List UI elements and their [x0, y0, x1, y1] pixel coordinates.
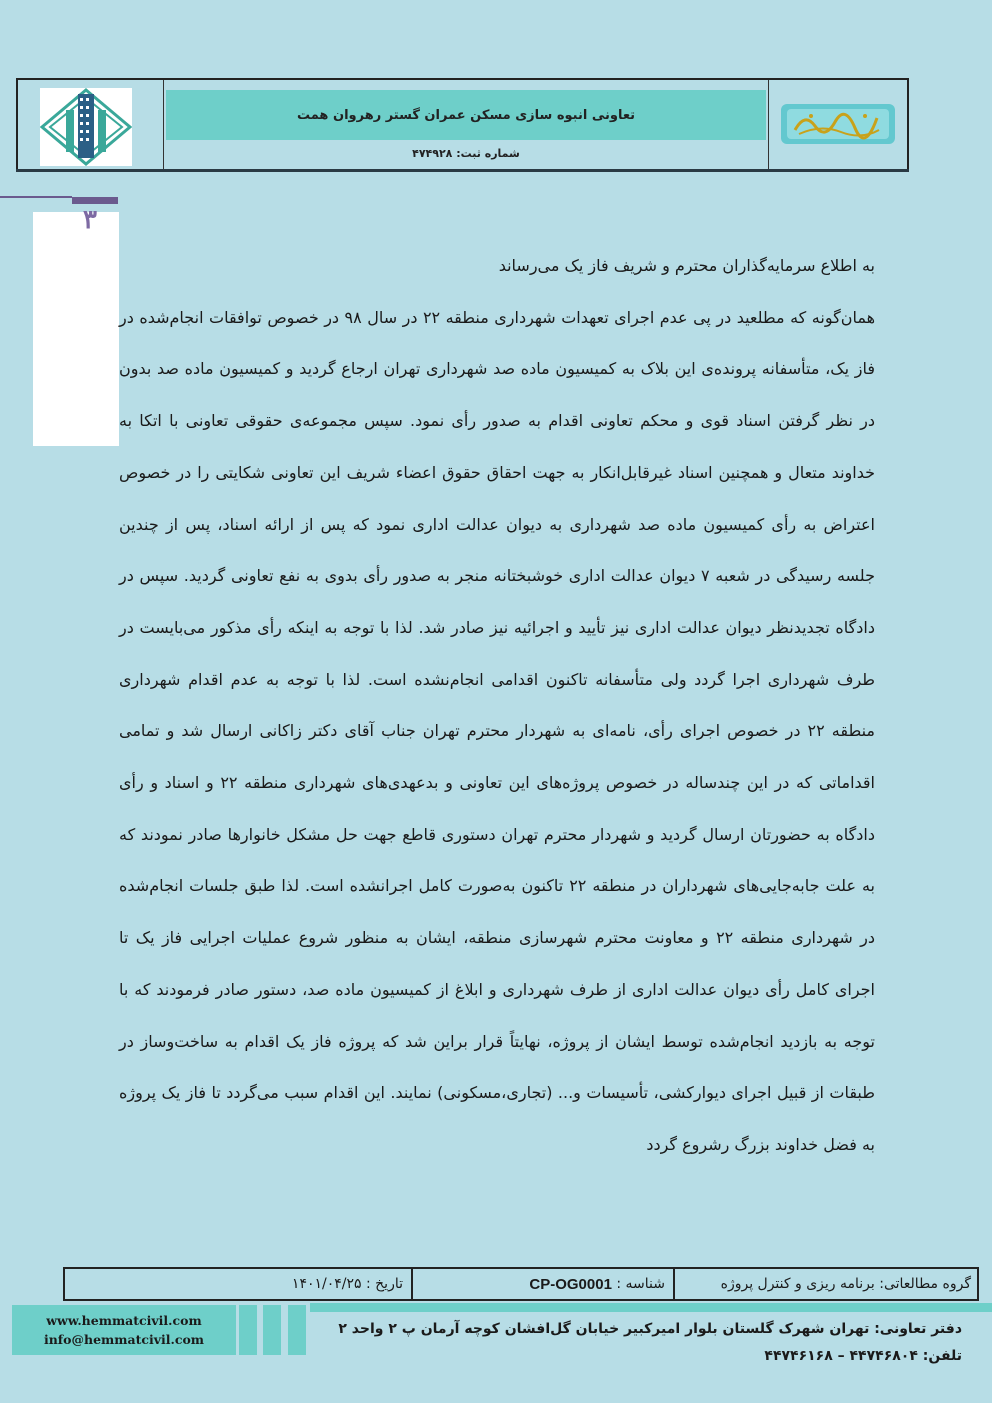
page-number: ۳: [83, 205, 97, 235]
footer-table: [63, 1267, 979, 1301]
document-date: تاریخ : ۱۴۰۱/۰۴/۲۵: [291, 1276, 403, 1292]
side-bar: [72, 197, 118, 204]
header-rule: [16, 169, 909, 172]
footer-stripe: [288, 1305, 306, 1355]
footer-stripe: [239, 1305, 257, 1355]
office-address: دفتر تعاونی: تهران شهرک گلستان بلوار امیرکبیر خیابان گل‌افشان کوچه آرمان پ ۲ واحد ۲: [338, 1321, 962, 1337]
office-address-block: [322, 1316, 962, 1370]
building-emblem-icon: [40, 88, 132, 166]
main-paragraph: همان‌گونه که مطلعید در پی عدم اجرای تعهدات شهرداری منطقه ۲۲ در سال ۹۸ در خصوص توافقات انجام‌شده در فاز یک، متأسفانه پرونده‌ی این بلاک به کمیسیون ماده صد شهرداری تهران ارجاع گردید و کمیسیون ماده صد بدون در نظر گرفتن اسناد قوی و محکم تعاونی اقدام به صدور رأی نمود. سپس مجموعه‌ی حقوقی تعاونی با اتکا به خداوند متعال و همچنین اسناد غیرقابل‌انکار به جهت احقاق حقوق اعضاء شریف این تعاونی شکایتی را در خصوص اعتراض به رأی کمیسیون ماده صد شهرداری به دیوان عدالت اداری نمود که پس از ارائه اسناد، پس از چندین جلسه رسیدگی در شعبه ۷ دیوان عدالت اداری خوشبختانه منجر به صدور رأی بدوی به نفع تعاونی گردید. سپس در دادگاه تجدیدنظر دیوان عدالت اداری نیز تأیید و اجرائیه نیز صادر شد. لذا با توجه به اینکه رأی مذکور می‌بایست در طرف شهرداری اجرا گردد ولی متأسفانه تاکنون اقدامی انجام‌نشده است. لذا با توجه به عدم اقدام شهرداری منطقه ۲۲ در خصوص اجرای رأی، نامه‌ای به شهردار محترم تهران جناب آقای دکتر زاکانی ارسال شد و تمامی اقداماتی که در این چندساله در خصوص پروژه‌های این تعاونی و بدعهدی‌های شهرداری منطقه ۲۲ و اسناد و رأی دادگاه به حضورتان ارسال گردید و شهردار محترم تهران دستوری قاطع جهت حل مشکل خانوارها صادر نمودند که به علت جابه‌جایی‌های شهرداران در منطقه ۲۲ تاکنون به‌صورت کامل اجرانشده است. لذا طبق جلسات انجام‌شده در شهرداری منطقه ۲۲ و معاونت محترم شهرسازی منطقه، ایشان به منظور شروع عملیات اجرایی فاز یک تا اجرای کامل رأی دیوان عدالت اداری از طرف شهرداری و ابلاغ از کمیسیون ماده صد، دستور صادر فرمودند که با توجه به بازدید انجام‌شده توسط ایشان از پروژه، نهایتاً قرار براین شد که پروژه فاز یک اقدام به ساخت‌وساز در طبقات از قبیل اجرای دیوارکشی، تأسیسات و... (تجاری،مسکونی) نمایند. این اقدام سبب می‌گردد تا فاز یک پروژه به فضل خداوند بزرگ رشروع گردد: [119, 307, 876, 1154]
contact-box: [12, 1305, 236, 1355]
title-cell: [164, 80, 769, 169]
email-link[interactable]: info@hemmatcivil.com: [43, 1332, 205, 1347]
letterhead: [16, 78, 909, 171]
side-line: [0, 196, 72, 198]
company-title: تعاونی انبوه سازی مسکن عمران گستر رهروان همت: [166, 90, 766, 140]
registration-number: شماره ثبت: ۴۷۴۹۲۸: [412, 146, 520, 160]
letter-body: [119, 240, 875, 1171]
office-phone: تلفن: ۴۴۷۴۶۸۰۴ – ۴۴۷۴۶۱۶۸: [764, 1348, 962, 1364]
code-label: شناسه :: [616, 1276, 665, 1292]
study-group: گروه مطالعاتی: برنامه ریزی و کنترل پروژه: [720, 1276, 971, 1292]
right-logo-cell: [769, 80, 909, 169]
footer-rule: [310, 1303, 992, 1312]
website-link[interactable]: www.hemmatcivil.com: [46, 1313, 202, 1328]
footer-stripe: [263, 1305, 281, 1355]
intro-line: به اطلاع سرمایه‌گذاران محترم و شریف فاز یک می‌رساند: [498, 256, 875, 275]
document-code: [411, 1269, 675, 1299]
left-logo-cell: [18, 80, 164, 169]
side-panel: [33, 212, 119, 446]
calligraphy-emblem-icon: [781, 104, 895, 144]
code-value: CP-OG0001: [529, 1275, 612, 1293]
